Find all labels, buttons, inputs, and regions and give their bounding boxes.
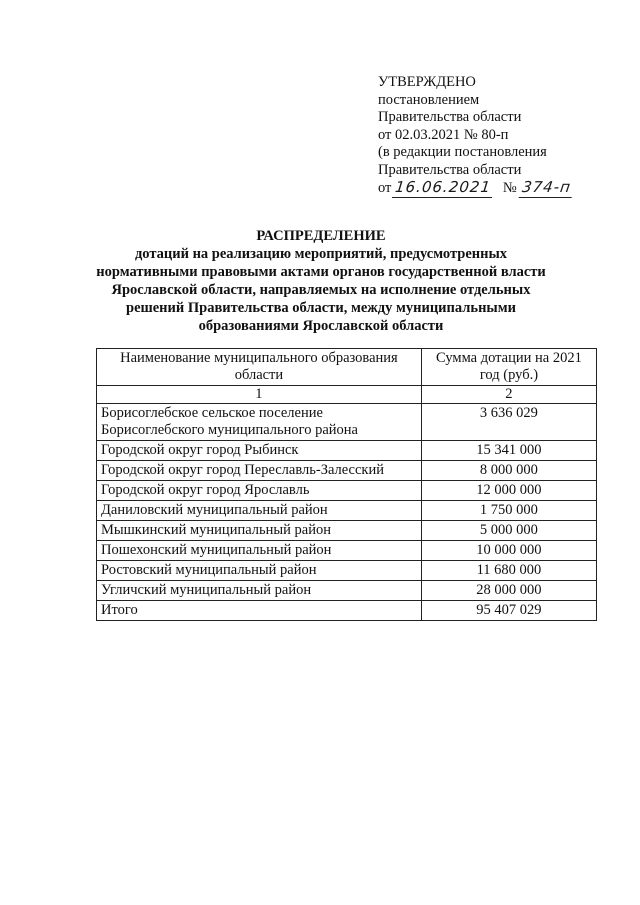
row-name: Борисоглебское сельское поселение Борисоглебского муниципального района	[97, 404, 422, 441]
table-row	[97, 561, 597, 581]
row-sum: 10 000 000	[421, 541, 596, 561]
amendment-date-row	[378, 179, 618, 198]
row-name: Городской округ город Рыбинск	[97, 441, 422, 461]
column-number-2: 2	[421, 386, 596, 404]
row-sum: 3 636 029	[421, 404, 596, 441]
row-sum: 1 750 000	[421, 501, 596, 521]
column-number-1: 1	[97, 386, 422, 404]
table-row	[97, 441, 597, 461]
table-row	[97, 501, 597, 521]
handwritten-date: 16.06.2021	[392, 179, 494, 198]
row-name: Пошехонский муниципальный район	[97, 541, 422, 561]
row-sum: 8 000 000	[421, 461, 596, 481]
approval-line-4: (в редакции постановления	[378, 144, 547, 160]
approval-line-2: Правительства области	[378, 109, 522, 125]
table-row	[97, 541, 597, 561]
distribution-table	[96, 348, 597, 621]
approved-label: УТВЕРЖДЕНО	[378, 74, 476, 90]
handwritten-number: 374-п	[519, 179, 574, 198]
row-name: Мышкинский муниципальный район	[97, 521, 422, 541]
row-name: Угличский муниципальный район	[97, 581, 422, 601]
row-sum: 15 341 000	[421, 441, 596, 461]
table-row	[97, 521, 597, 541]
row-name: Городской округ город Переславль-Залесский	[97, 461, 422, 481]
table-row	[97, 581, 597, 601]
row-sum: 12 000 000	[421, 481, 596, 501]
row-name: Городской округ город Ярославль	[97, 481, 422, 501]
table-header-row	[97, 349, 597, 386]
document-subtitle: дотаций на реализацию мероприятий, предусмотренных нормативными правовыми актами органов государственной власти Ярославской области, направляемых на исполнение отдельных решений Правительства области, между муниципальными образованиями Ярославской области	[96, 246, 546, 334]
table-row	[97, 404, 597, 441]
row-sum: 5 000 000	[421, 521, 596, 541]
total-label: Итого	[97, 601, 422, 621]
table-row	[97, 461, 597, 481]
number-sign: №	[502, 180, 517, 196]
document-heading	[96, 227, 546, 335]
row-sum: 28 000 000	[421, 581, 596, 601]
approval-line-1: постановлением	[378, 91, 480, 108]
total-row	[97, 601, 597, 621]
approval-line-5: Правительства области	[378, 161, 522, 178]
header-sum: Сумма дотации на 2021 год (руб.)	[421, 349, 596, 386]
approval-line-3: от 02.03.2021 № 80-п	[378, 126, 509, 143]
total-sum: 95 407 029	[421, 601, 596, 621]
document-title: РАСПРЕДЕЛЕНИЕ	[256, 228, 386, 244]
table-row	[97, 481, 597, 501]
column-number-row	[97, 386, 597, 404]
row-name: Ростовский муниципальный район	[97, 561, 422, 581]
from-prefix: от	[378, 180, 392, 196]
approval-stamp	[378, 74, 618, 198]
row-name: Даниловский муниципальный район	[97, 501, 422, 521]
header-municipality: Наименование муниципального образования области	[97, 349, 422, 386]
row-sum: 11 680 000	[421, 561, 596, 581]
